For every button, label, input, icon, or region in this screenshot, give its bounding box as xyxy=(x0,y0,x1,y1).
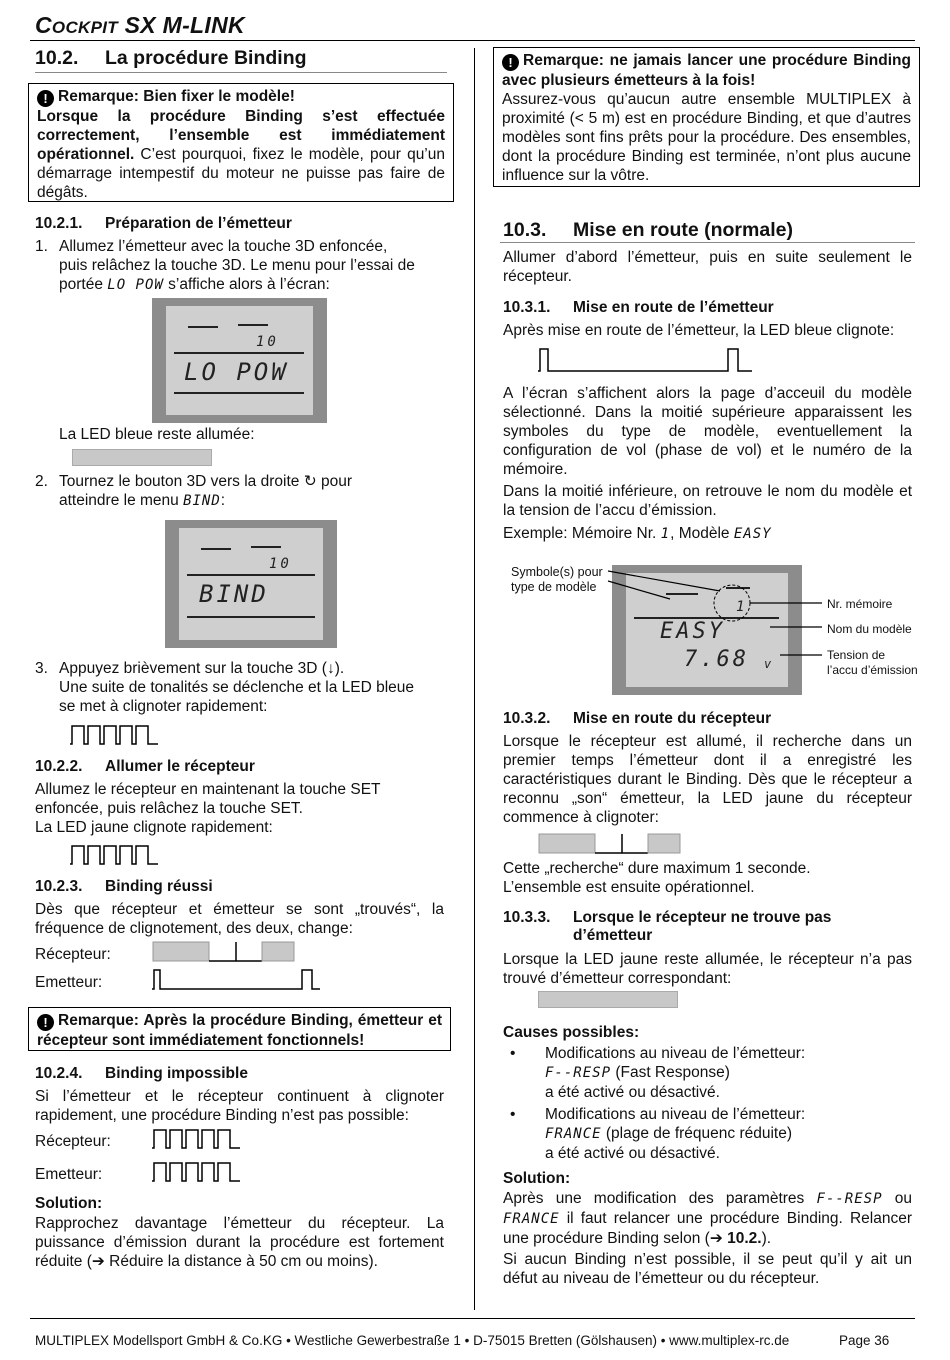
section-10-3-3-text: Lorsque la LED jaune reste allumée, le récepteur n’a pas trouvé d’émetteur correspondant: xyxy=(503,951,912,987)
lcd-screen-home: 1 EASY 7.68 v xyxy=(612,565,802,695)
waveform-transmitter-slow xyxy=(152,968,322,992)
section-10-2-4-text: Si l’émetteur et le récepteur continuent à clignoter rapidement, une procédure Binding n’est pas possible: xyxy=(35,1088,444,1124)
warning-icon: ! xyxy=(37,1014,54,1031)
section-10-3-1-text: Après mise en route de l’émetteur, la LED bleue clignote: xyxy=(503,322,895,339)
section-10-2-3-text: Dès que récepteur et émetteur se sont „trouvés“, la fréquence de clignotement, des deux, change: xyxy=(35,901,444,937)
section-10-2-2-heading: 10.2.2. Allumer le récepteur xyxy=(35,758,255,775)
footer-address: MULTIPLEX Modellsport GmbH & Co.KG • Westliche Gewerbestraße 1 • D-75015 Bretten (Gölshausen) • www.multiplex-rc.de xyxy=(35,1333,790,1348)
waveform-fast-blink xyxy=(70,843,162,867)
page-number: Page 36 xyxy=(839,1333,890,1348)
step-1: 1. Allumez l’émetteur avec la touche 3D enfoncée, puis relâchez la touche 3D. Le menu pour l’essai de portée LO POW s’affiche alors à l’écran: xyxy=(35,238,415,293)
section-10-3-2-text: Lorsque le récepteur est allumé, il recherche dans un premier temps l’émetteur dont il a enregistré les caractéristiques durant le Binding. Dès que le récepteur a reconnu „son“ émetteur, la LED jaune du récepteur commence à clignoter: xyxy=(503,733,912,826)
solution-text: Rapprochez davantage l’émetteur du récepteur. La puissance d’émission durant la procédure est fortement réduite (➔ Réduire la distance à 50 cm ou moins). xyxy=(35,1215,444,1270)
section-rule xyxy=(35,72,447,73)
closing-text: Si aucun Binding n’est possible, il se peut qu’il y ait un défut au niveau de l’émetteur ou du récepteur. xyxy=(503,1251,912,1287)
led-blue-on-text: La LED bleue reste allumée: xyxy=(59,426,255,443)
cause-item-2: • Modifications au niveau de l’émetteur: FRANCE (plage de fréquenc réduite) a été activé ou désactivé. xyxy=(510,1106,806,1162)
header-rule xyxy=(30,40,915,41)
warning-icon: ! xyxy=(37,90,54,107)
transmitter-label: Emetteur: xyxy=(35,974,103,991)
column-divider xyxy=(474,48,475,1310)
section-10-2-1-heading: 10.2.1. Préparation de l’émetteur xyxy=(35,215,292,232)
waveform-fast-blink xyxy=(70,723,162,747)
callout-model-type: Symbole(s) pour type de modèle xyxy=(511,565,603,594)
waveform-transmitter-fast xyxy=(152,1160,244,1184)
section-rule xyxy=(500,242,915,243)
section-10-2-2-text: Allumez le récepteur en maintenant la touche SET enfoncée, puis relâchez la touche SET. La LED jaune clignote rapidement: xyxy=(35,781,381,836)
solution-heading: Solution: xyxy=(35,1195,103,1212)
waveform-receiver-slow xyxy=(152,940,297,964)
section-10-3-1-heading: 10.3.1. Mise en route de l’émetteur xyxy=(503,299,774,316)
section-10-3-heading: 10.3. Mise en route (normale) xyxy=(503,219,793,241)
callout-battery-voltage: Tension de l’accu d’émission xyxy=(827,648,918,677)
section-10-3-text: Allumer d’abord l’émetteur, puis en suite seulement le récepteur. xyxy=(503,249,912,285)
note-fix-model: ! Remarque: Bien fixer le modèle! Lorsque la procédure Binding s’est effectuée correctement, l’ensemble est immédiatement opérationnel. C’est pourquoi, fixez le modèle, pour qu’un démarrage intempestif du moteur ne puisse pas faire de dégâts. xyxy=(28,83,454,202)
footer-rule xyxy=(30,1318,915,1319)
waveform-receiver-search xyxy=(538,832,683,856)
waveform-receiver-fast xyxy=(152,1127,244,1151)
document-title: COCKPIT SX M-LINK xyxy=(35,12,245,38)
receiver-label: Récepteur: xyxy=(35,946,111,963)
callout-arrows xyxy=(600,565,840,675)
callout-memory-number: Nr. mémoire xyxy=(827,597,893,611)
lcd-screen-bind: 10 BIND xyxy=(165,520,337,648)
cause-item-1: • Modifications au niveau de l’émetteur: F--RESP (Fast Response) a été activé ou désactivé. xyxy=(510,1045,806,1101)
section-10-2-4-heading: 10.2.4. Binding impossible xyxy=(35,1065,248,1082)
example-text: Exemple: Mémoire Nr. 1, Modèle EASY xyxy=(503,525,772,542)
search-duration-text: Cette „recherche“ dure maximum 1 seconde. L’ensemble est ensuite opérationnel. xyxy=(503,860,811,896)
waveform-transmitter-slow xyxy=(538,346,754,374)
note-binding-done: ! Remarque: Après la procédure Binding, émetteur et récepteur sont immédiatement fonctionnels! xyxy=(28,1007,451,1051)
receiver-label: Récepteur: xyxy=(35,1133,111,1150)
lcd-screen-lo-pow: 10 LO POW xyxy=(152,298,327,423)
section-10-3-3-heading: 10.3.3. Lorsque le récepteur ne trouve pas d’émetteur xyxy=(503,909,832,944)
warning-icon: ! xyxy=(502,54,519,71)
led-steady-indicator xyxy=(538,991,678,1008)
callout-model-name: Nom du modèle xyxy=(827,622,912,636)
solution-text: Après une modification des paramètres F--RESP ou FRANCE il faut relancer une procédure Binding. Relancer une procédure Binding selon (➔ 10.2.). xyxy=(503,1190,912,1247)
note-multiple-transmitters: ! Remarque: ne jamais lancer une procédure Binding avec plusieurs émetteurs à la fois! Assurez-vous qu’aucun autre ensemble MULTIPLEX à proximité (< 5 m) est en procédure Binding, et que d’autres modèles sont fins prêts pour la procédure. Des ensembles, dont la procédure Binding est terminée, n’ont plus aucune influence sur la vôtre. xyxy=(493,47,920,187)
led-steady-indicator xyxy=(72,449,212,466)
causes-heading: Causes possibles: xyxy=(503,1024,640,1041)
solution-heading: Solution: xyxy=(503,1170,571,1187)
lower-half-description: Dans la moitié inférieure, on retrouve le nom du modèle et la tension de l’accu d’émission. xyxy=(503,483,912,519)
section-10-3-2-heading: 10.3.2. Mise en route du récepteur xyxy=(503,710,772,727)
home-screen-description: A l’écran s’affichent alors la page d’acceuil du modèle sélectionné. Dans la moitié supérieure apparaissent les symboles du type de modèle, eventuellement la configuration de vol (phase de vol) et le numéro de la mémoire. xyxy=(503,385,912,478)
transmitter-label: Emetteur: xyxy=(35,1166,103,1183)
section-10-2-heading: 10.2. La procédure Binding xyxy=(35,47,307,69)
step-2: 2. Tournez le bouton 3D vers la droite ↻ pour atteindre le menu BIND: xyxy=(35,473,353,509)
section-10-2-3-heading: 10.2.3. Binding réussi xyxy=(35,878,213,895)
step-3: 3. Appuyez brièvement sur la touche 3D (↓). Une suite de tonalités se déclenche et la LED bleue se met à clignoter rapidement: xyxy=(35,660,415,715)
